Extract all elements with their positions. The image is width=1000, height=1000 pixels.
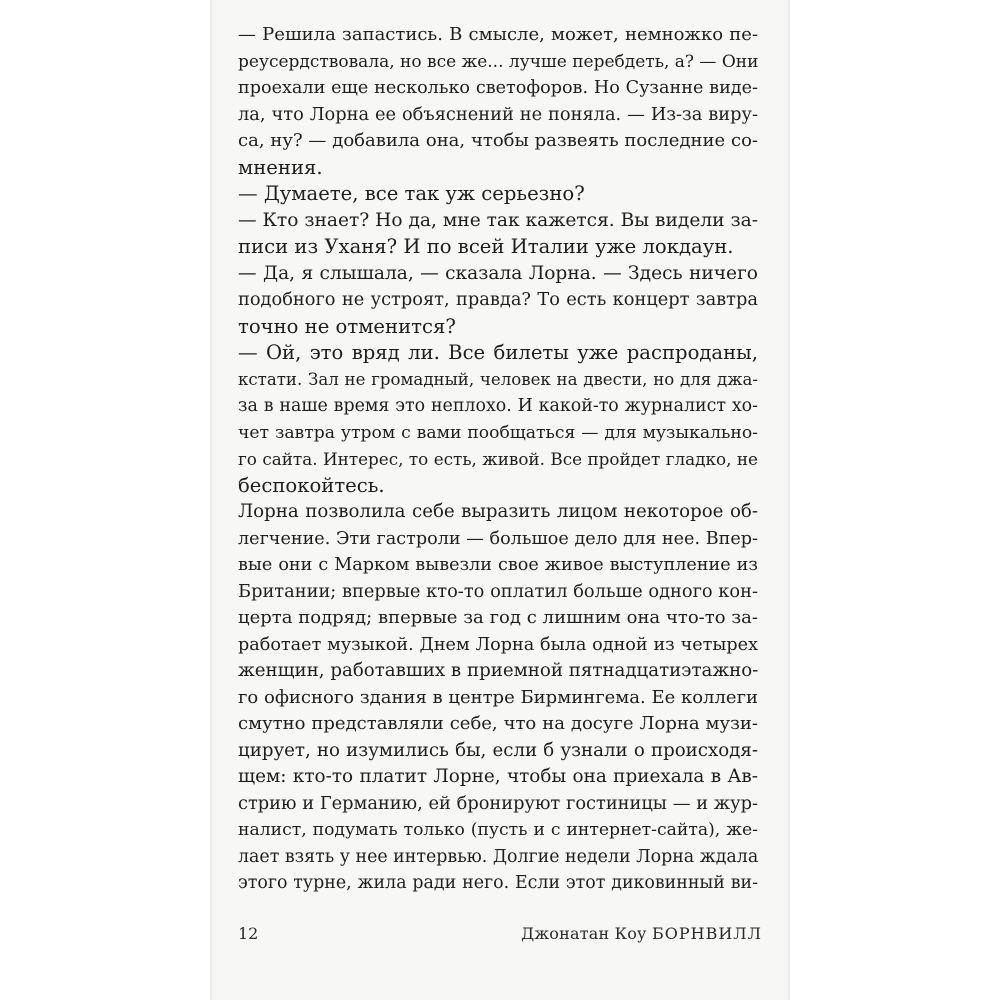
text-line: смутно представляли себе, что на досуге Лорна музи- [238,713,758,734]
text-line: точно не отменится? [238,314,456,338]
text-line: — Ой, это вряд ли. Все билеты уже распроданы, [238,341,758,364]
text-line: кстати. Зал не громадный, человек на двести, но для джа- [238,369,758,389]
text-line: легчение. Эти гастроли — большое дело для нее. Впер- [238,528,758,549]
text-line: Лорна позволила себе выразить лицом некоторое об- [238,501,758,522]
text-line: вые они с Марком вывезли свое живое выступление из [238,555,758,575]
text-line: церта подряд; впервые за год с лишним она что-то за- [238,607,758,628]
book-page [210,0,790,1000]
text-line: женщин, работавших в приемной пятнадцатиэтажно- [238,660,759,681]
text-line: проехали еще несколько светофоров. Но Сузанне виде- [238,78,758,98]
running-head-author: Джонатан Коу [521,924,647,943]
text-line: стрию и Германию, ей бронируют гостиницы — и жур- [238,792,758,814]
page-number: 12 [238,924,259,943]
text-line: щем: кто-то платит Лорне, чтобы она приехала в Ав- [238,766,758,787]
text-line: — Да, я слышала, — сказала Лорна. — Здесь ничего [238,262,758,284]
text-line: мнения. [238,155,323,179]
text-line: подобного не устроят, правда? То есть концерт завтра [238,289,758,310]
text-line: го сайта. Интерес, то есть, живой. Все пройдет гладко, не [238,449,758,469]
text-line: — Думаете, все так уж серьезно? [238,182,585,205]
text-line: — Решила запастись. В смысле, может, немножко пе- [238,24,758,45]
text-line: са, ну? — добавила она, чтобы развеять последние со- [238,130,758,151]
text-line: беспокойтесь. [238,473,385,497]
running-head-title: БОРНВИЛЛ [651,924,762,943]
text-line: писи из Уханя? И по всей Италии уже локдаун. [238,235,734,258]
text-line: цирует, но изумились бы, если б узнали о происходя- [238,739,758,761]
text-line: ла, что Лорна ее объяснений не поняла. — Из-за виру- [238,103,758,125]
text-line: реусердствовала, но все же... лучше перебдеть, а? — Они [238,51,759,72]
text-line: лает взять у нее интервью. Долгие недели Лорна ждала [238,846,759,867]
page-footer [238,924,762,948]
text-line: Британии; впервые кто-то оплатил больше одного кон- [238,580,758,602]
text-line: — Кто знает? Но да, мне так кажется. Вы видели за- [238,209,758,231]
body-text [238,22,758,897]
text-line: налист, подумать только (пусть и с интернет-сайта), же- [238,820,758,840]
text-line: го офисного здания в центре Бирмингема. Ее коллеги [238,686,759,708]
text-line: чет завтра утром с вами пообщаться — для музыкально- [238,422,758,443]
text-line: за в наше время это неплохо. И какой-то журналист хо- [238,396,758,416]
text-line: этого турне, жила ради него. Если этот диковинный ви- [238,873,758,893]
text-line: работает музыкой. Днем Лорна была одной из четырех [238,634,758,655]
running-head [521,924,762,943]
